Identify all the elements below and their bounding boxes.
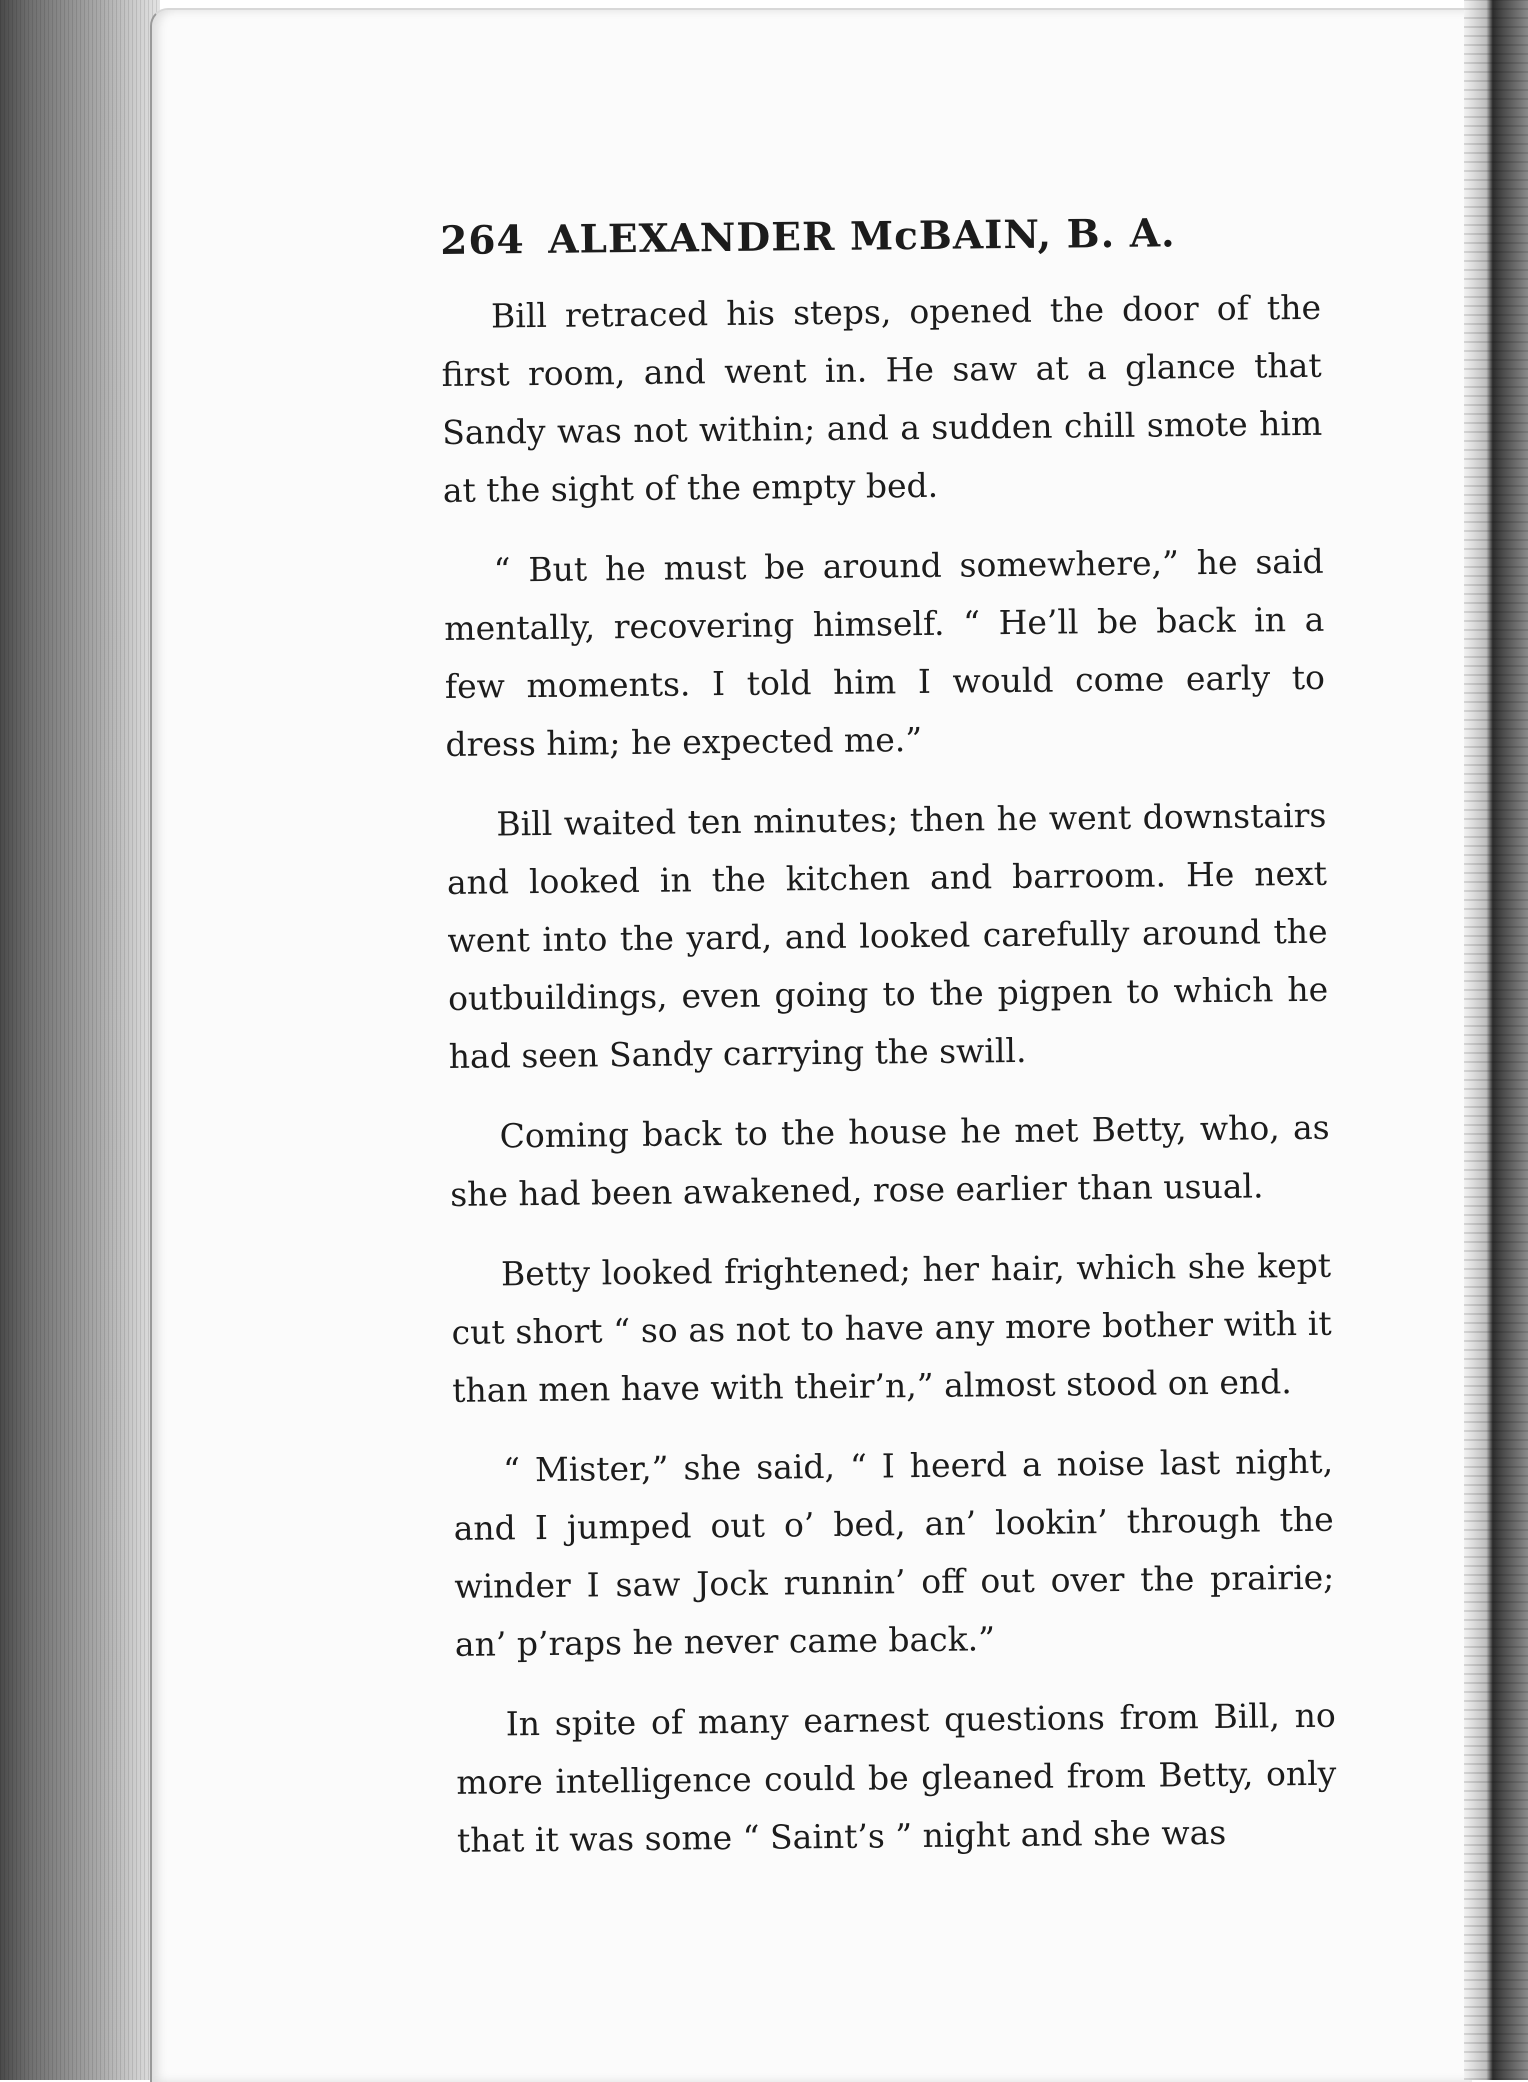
- paragraph-7: In spite of many earnest questions from Bill, no more intelligence could be gleaned from Betty, only that it was some “ Saint’s ” night and she was: [456, 1695, 1337, 1860]
- paragraph-4: Coming back to the house he met Betty, who, as she had been awakened, rose earlier than usual.: [450, 1107, 1330, 1214]
- book-gutter: [1464, 0, 1528, 2080]
- page-number: 264: [440, 217, 525, 264]
- book-page-edges: [0, 0, 160, 2080]
- paragraph-6: “ Mister,” she said, “ I heerd a noise last night, and I jumped out o’ bed, an’ lookin’ through the winder I saw Jock runnin’ off out over the prairie; an’ p’raps he never came back.”: [453, 1441, 1335, 1664]
- paragraph-2: “ But he must be around somewhere,” he said mentally, recovering himself. “ He’ll be back in a few moments. I told him I would come early to dress him; he expected me.”: [444, 541, 1326, 764]
- page-text-block: [440, 209, 1337, 1870]
- running-head: [440, 209, 1320, 264]
- paragraph-3: Bill waited ten minutes; then he went downstairs and looked in the kitchen and barroom. He next went into the yard, and looked carefully around the outbuildings, even going to the pigpen to which he had seen Sandy carrying the swill.: [446, 795, 1329, 1076]
- paragraph-5: Betty looked frightened; her hair, which she kept cut short “ so as not to have any more bother with it than men have with their’n,” almost stood on end.: [451, 1245, 1332, 1410]
- paragraph-1: Bill retraced his steps, opened the door of the first room, and went in. He saw at a glance that Sandy was not within; and a sudden chill smote him at the sight of the empty bed.: [441, 287, 1323, 510]
- running-title: ALEXANDER McBAIN, B. A.: [547, 210, 1176, 263]
